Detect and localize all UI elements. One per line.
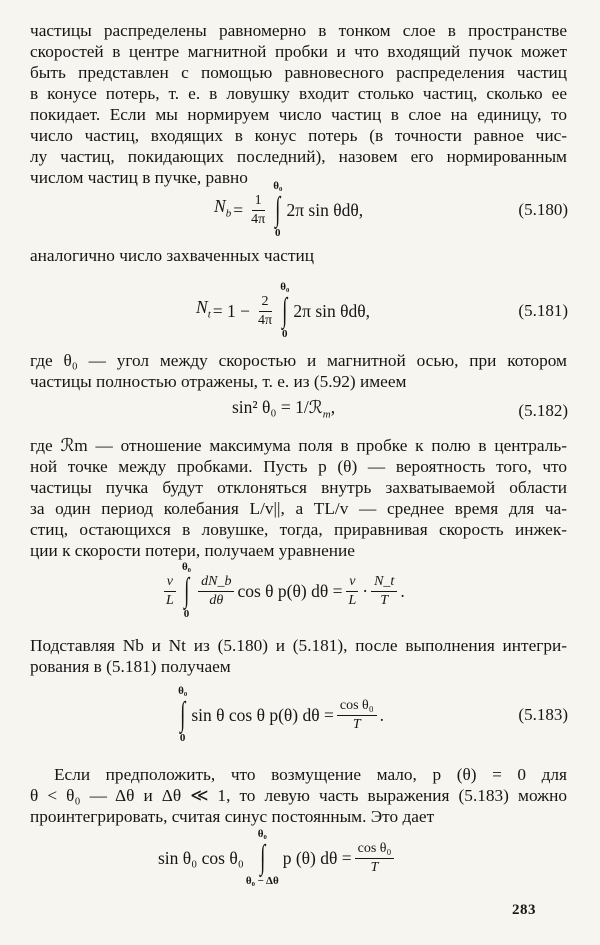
equation-final xyxy=(0,826,600,890)
fraction: $\frac{2}{4\pi}$ xyxy=(258,293,273,328)
fraction: $\frac{dN\_b}{d\theta}$ xyxy=(198,574,234,609)
text-line: стиц, остающихся в ловушке, тогда, приравнивая скорость инжек- xyxy=(30,520,567,539)
text-line: ции к скорости потери, получаем уравнение xyxy=(30,541,355,560)
multiplication-dot: · xyxy=(362,581,369,601)
integral-sign: θ₀ ∫ θ₀ − Δθ xyxy=(245,828,279,887)
integral-sign: θ₀ ∫ 0 xyxy=(178,685,188,744)
period: . xyxy=(379,705,385,725)
equation-balance xyxy=(0,560,600,622)
text-line: θ < θ₀ — Δθ и Δθ ≪ 1, то левую часть выражения (5.183) можно xyxy=(30,786,567,805)
text-line: лу частиц, покидающих последний), назовем его нормированным xyxy=(30,147,567,166)
page-number: 283 xyxy=(512,902,536,918)
equation-5-180 xyxy=(0,180,600,240)
integrand: p (θ) dθ = xyxy=(282,848,352,868)
text-line: рования в (5.181) получаем xyxy=(30,657,231,676)
integrand: sin θ cos θ p(θ) dθ = xyxy=(191,705,334,725)
text-line: за один период колебания L/v||, а TL/v — среднее время для ча- xyxy=(30,499,567,518)
equation-number: (5.182) xyxy=(518,401,568,420)
equation-5-183 xyxy=(0,685,600,745)
prefix: sin θ₀ cos θ₀ xyxy=(158,848,244,868)
equation-5-181 xyxy=(0,281,600,341)
equation-body xyxy=(158,826,397,890)
text-line: Подставляя Nb и Nt из (5.180) и (5.181), после выполнения интегри- xyxy=(30,636,567,655)
fraction: $\frac{\text{cos θ₀}}{T}$ xyxy=(355,841,395,876)
equation-number: (5.181) xyxy=(518,301,568,320)
text-line: частицы пучка будут отклоняться внутрь захватываемой области xyxy=(30,478,567,497)
text-line: в конусе потерь, т. е. в ловушку входит столько частиц, сколько ее xyxy=(30,84,567,103)
fraction: $\frac{v}{L}$ xyxy=(163,574,177,609)
equation-body xyxy=(232,398,335,424)
text-line: скоростей в центре магнитной пробки и что входящий пучок может xyxy=(30,42,567,61)
integrand: 2π sin θdθ, xyxy=(286,200,364,220)
equation-5-182 xyxy=(0,398,600,424)
text-line: частицы полностью отражены, т. е. из (5.92) имеем xyxy=(30,372,407,391)
fraction: $\frac{\text{cos θ₀}}{T}$ xyxy=(337,698,377,733)
equals-sign: = xyxy=(233,200,244,220)
integral-sign: θ₀ ∫ 0 xyxy=(273,180,283,239)
fraction: $\frac{v}{L}$ xyxy=(345,574,359,609)
integrand: cos θ p(θ) dθ = xyxy=(237,581,343,601)
text-line: число частиц, входящих в конус потерь (в точности равное чис- xyxy=(30,126,567,145)
integrand: 2π sin θdθ, xyxy=(293,301,371,321)
period: . xyxy=(400,581,405,601)
symbol-nt: $N_t$ xyxy=(196,297,211,321)
equals-sign: = 1 − xyxy=(212,301,250,321)
equation-body xyxy=(214,180,363,240)
formula-expression: sin² θ₀ = 1/ℛ$_m$, xyxy=(232,397,336,421)
fraction: $\frac{1}{4\pi}$ xyxy=(251,192,266,227)
integral-sign: θ₀ ∫ 0 xyxy=(181,561,191,620)
equation-number: (5.180) xyxy=(518,200,568,219)
equation-number: (5.183) xyxy=(518,705,568,724)
equation-body xyxy=(196,281,370,341)
fraction: $\frac{N\_t}{T}$ xyxy=(371,574,397,609)
text-line: ной точке между пробками. Пусть p (θ) — вероятность того, что xyxy=(30,457,567,476)
integral-sign: θ₀ ∫ 0 xyxy=(280,281,290,340)
equation-body xyxy=(176,685,384,745)
text-line: числом частиц в пучке, равно xyxy=(30,168,248,187)
text-line: быть представлен с помощью равновесного распределения частиц xyxy=(30,63,567,82)
text-line: где θ₀ — угол между скоростью и магнитной осью, при котором xyxy=(30,351,567,370)
text-line: частицы распределены равномерно в тонком слое в пространстве xyxy=(30,21,567,40)
text-line: Если предположить, что возмущение мало, p (θ) = 0 для xyxy=(54,765,567,784)
text-line: проинтегрировать, считая синус постоянным. Это дает xyxy=(30,807,435,826)
symbol-nb: $N_b$ xyxy=(214,196,232,220)
text-line: аналогично число захваченных частиц xyxy=(30,246,314,265)
text-line: где ℛm — отношение максимума поля в пробке к полю в централь- xyxy=(30,436,567,455)
equation-body xyxy=(160,560,405,622)
text-line: покидает. Если мы нормируем число частиц в слое на единицу, то xyxy=(30,105,567,124)
